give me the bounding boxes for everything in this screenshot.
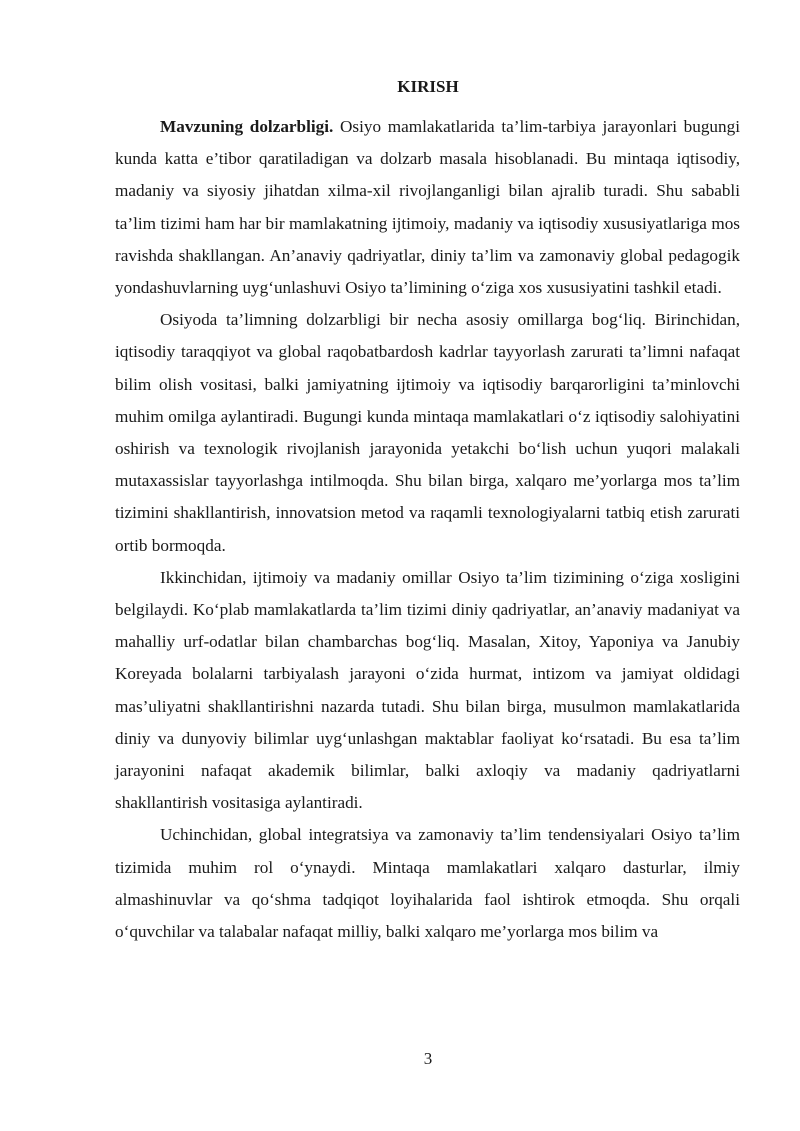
page-number: 3 <box>423 1049 433 1068</box>
body-text <box>115 111 740 948</box>
paragraph-social-cultural <box>115 562 740 820</box>
page-title: KIRISH <box>397 77 459 96</box>
paragraph-text: Uchinchidan, global integratsiya va zamonaviy ta’lim tendensiyalari Osiyo ta’lim tizimida muhim rol oʻynaydi. Mintaqa mamlakatlari xalqaro dasturlar, ilmiy almashinuvlar va qoʻshma tadqiqot loyihalarida faol ishtirok etmoqda. Shu orqali oʻquvchilar va talabalar nafaqat milliy, balki xalqaro me’yorlarga mos bilim va <box>115 825 740 942</box>
paragraph-lead: Mavzuning dolzarbligi. <box>160 117 334 136</box>
paragraph-factors <box>115 304 740 562</box>
paragraph-global-integration <box>115 819 740 948</box>
paragraph-text: Osiyoda ta’limning dolzarbligi bir necha asosiy omillarga bogʻliq. Birinchidan, iqtisodiy taraqqiyot va global raqobatbardosh kadrlar tayyorlash zarurati ta’limni nafaqat bilim olish vositasi, balki jamiyatning ijtimoiy va iqtisodiy barqarorligini ta’minlovchi muhim omilga aylantiradi. Bugungi kunda mintaqa mamlakatlari oʻz iqtisodiy salohiyatini oshirish va texnologik rivojlanish jarayonida yetakchi boʻlish uchun yuqori malakali mutaxassislar tayyorlashga intilmoqda. Shu bilan birga, xalqaro me’yorlarga mos ta’lim tizimini shakllantirish, innovatsion metod va raqamli texnologiyalarni tatbiq etish zarurati ortib bormoqda. <box>115 310 740 555</box>
paragraph-text: Ikkinchidan, ijtimoiy va madaniy omillar Osiyo ta’lim tizimining oʻziga xosligini belgilaydi. Koʻplab mamlakatlarda ta’lim tizimi diniy qadriyatlar, an’anaviy madaniyat va mahalliy urf-odatlar bilan chambarchas bogʻliq. Masalan, Xitoy, Yaponiya va Janubiy Koreyada bolalarni tarbiyalash jarayoni oʻzida hurmat, intizom va jamiyat oldidagi mas’uliyatni shakllantirishni nazarda tutadi. Shu bilan birga, musulmon mamlakatlarida diniy va dunyoviy bilimlar uygʻunlashgan maktablar faoliyat koʻrsatadi. Bu esa ta’lim jarayonini nafaqat akademik bilimlar, balki axloqiy va madaniy qadriyatlarni shakllantirish vositasiga aylantiradi. <box>115 567 740 813</box>
paragraph-text: Osiyo mamlakatlarida ta’lim-tarbiya jarayonlari bugungi kunda katta e’tibor qaratiladigan va dolzarb masala hisoblanadi. Bu mintaqa iqtisodiy, madaniy va siyosiy jihatdan xilma-xil rivojlanganligi bilan ajralib turadi. Shu sababli ta’lim tizimi ham har bir mamlakatning ijtimoiy, madaniy va iqtisodiy xususiyatlariga mos ravishda shakllangan. An’anaviy qadriyatlar, diniy ta’lim va zamonaviy global pedagogik yondashuvlarning uygʻunlashuvi Osiyo ta’limining oʻziga xos xususiyatini tashkil etadi. <box>115 117 740 298</box>
paragraph-relevance <box>115 111 740 304</box>
